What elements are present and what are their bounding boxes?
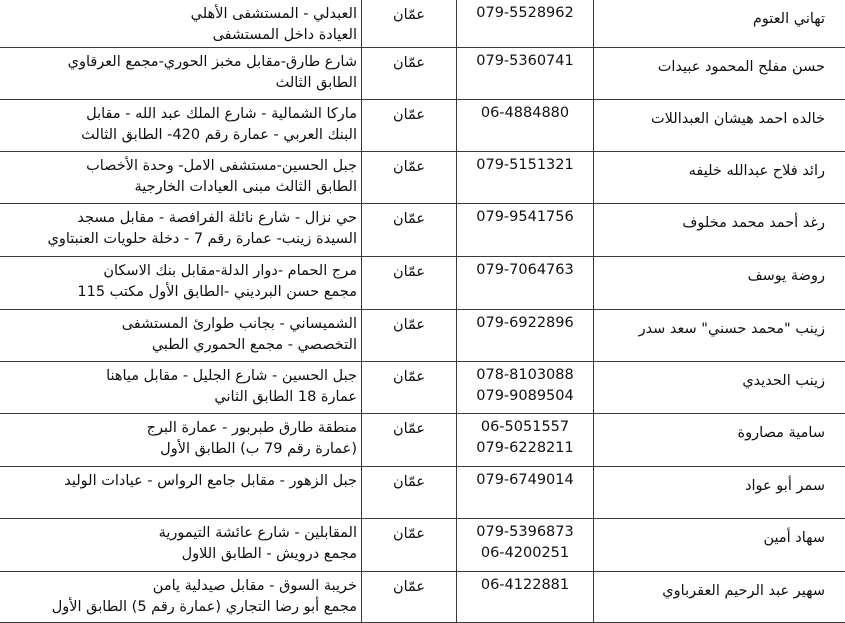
address-cell [0, 414, 362, 467]
address-line: مرج الحمام -دوار الدلة-مقابل بنك الاسكان [0, 261, 357, 282]
city-name: عمّان [362, 467, 456, 493]
phone-number: 079-9089504 [457, 386, 593, 407]
address-block [0, 467, 361, 492]
address-line: العيادة داخل المستشفى [0, 25, 357, 46]
person-name: روضة يوسف [594, 257, 845, 287]
address-line: العبدلي - المستشفى الأهلي [0, 4, 357, 25]
city-cell [362, 257, 457, 310]
address-block [0, 414, 361, 460]
phone-list [457, 204, 593, 228]
address-line: عمارة 18 الطابق الثاني [0, 387, 357, 408]
name-cell [594, 204, 845, 257]
address-cell [0, 362, 362, 414]
directory-row [0, 152, 845, 204]
city-name: عمّان [362, 257, 456, 283]
person-name: زينب الحديدي [594, 362, 845, 392]
city-name: عمّان [362, 0, 456, 26]
city-name: عمّان [362, 572, 456, 598]
phone-cell [457, 257, 594, 310]
phone-list [457, 0, 593, 24]
directory-row [0, 257, 845, 310]
phone-number: 06-4122881 [457, 575, 593, 596]
phone-cell [457, 152, 594, 204]
address-line: السيدة زينب- عمارة رقم 7 - دخلة حلويات العنبتاوي [0, 229, 357, 250]
phone-cell [457, 572, 594, 623]
address-line: جبل الزهور - مقابل جامع الرواس - عيادات الوليد [0, 471, 357, 492]
person-name: سامية مصاروة [594, 414, 845, 444]
city-cell [362, 204, 457, 257]
name-cell [594, 519, 845, 572]
address-line: المقابلين - شارع عائشة التيمورية [0, 523, 357, 544]
phone-list [457, 362, 593, 407]
name-cell [594, 467, 845, 519]
name-cell [594, 48, 845, 100]
person-name: خالده احمد هيشان العبداللات [594, 100, 845, 130]
address-cell [0, 152, 362, 204]
address-block [0, 310, 361, 356]
directory-row [0, 467, 845, 519]
city-cell [362, 152, 457, 204]
city-cell [362, 48, 457, 100]
address-block [0, 204, 361, 250]
person-name: تهاني العتوم [594, 0, 845, 30]
phone-number: 079-5396873 [457, 522, 593, 543]
address-line: الشميساني - بجانب طوارئ المستشفى [0, 314, 357, 335]
address-cell [0, 204, 362, 257]
phone-cell [457, 414, 594, 467]
directory-row [0, 362, 845, 414]
address-block [0, 48, 361, 94]
city-name: عمّان [362, 152, 456, 178]
address-line: البنك العربي - عمارة رقم 420- الطابق الثالث [0, 125, 357, 146]
address-line: (عمارة رقم 79 ب) الطابق الأول [0, 439, 357, 460]
name-cell [594, 414, 845, 467]
city-name: عمّان [362, 48, 456, 74]
phone-number: 078-8103088 [457, 365, 593, 386]
person-name: رائد فلاح عبدالله خليفه [594, 152, 845, 182]
phone-list [457, 310, 593, 334]
phone-cell [457, 100, 594, 152]
directory-row [0, 519, 845, 572]
address-cell [0, 572, 362, 623]
phone-list [457, 414, 593, 459]
address-cell [0, 467, 362, 519]
phone-number: 06-5051557 [457, 417, 593, 438]
phone-cell [457, 467, 594, 519]
address-line: منطقة طارق طبربور - عمارة البرج [0, 418, 357, 439]
directory-row [0, 204, 845, 257]
city-name: عمّان [362, 414, 456, 440]
city-cell [362, 362, 457, 414]
city-cell [362, 0, 457, 48]
phone-number: 079-5528962 [457, 3, 593, 24]
name-cell [594, 152, 845, 204]
phone-cell [457, 362, 594, 414]
address-block [0, 100, 361, 146]
city-cell [362, 414, 457, 467]
address-cell [0, 48, 362, 100]
address-block [0, 257, 361, 303]
name-cell [594, 572, 845, 623]
city-cell [362, 310, 457, 362]
address-block [0, 0, 361, 46]
address-line: مجمع حسن البرديني -الطابق الأول مكتب 115 [0, 282, 357, 303]
phone-cell [457, 0, 594, 48]
phone-number: 06-4200251 [457, 543, 593, 564]
directory-row [0, 100, 845, 152]
city-name: عمّان [362, 310, 456, 336]
phone-number: 06-4884880 [457, 103, 593, 124]
name-cell [594, 257, 845, 310]
address-line: التخصصي - مجمع الحموري الطبي [0, 335, 357, 356]
phone-list [457, 152, 593, 176]
person-name: زينب "محمد حسني" سعد سدر [594, 310, 845, 340]
address-cell [0, 310, 362, 362]
phone-cell [457, 519, 594, 572]
phone-cell [457, 48, 594, 100]
directory-row [0, 414, 845, 467]
phone-list [457, 572, 593, 596]
phone-list [457, 257, 593, 281]
directory-row [0, 572, 845, 623]
city-name: عمّان [362, 204, 456, 230]
directory-row [0, 0, 845, 48]
phone-number: 079-6228211 [457, 438, 593, 459]
person-name: سهير عبد الرحيم العقرباوي [594, 572, 845, 602]
address-line: الطابق الثالث مبنى العيادات الخارجية [0, 177, 357, 198]
city-cell [362, 572, 457, 623]
address-block [0, 519, 361, 565]
address-line: حي نزال - شارع نائلة الفرافصة - مقابل مسجد [0, 208, 357, 229]
city-cell [362, 467, 457, 519]
person-name: سهاد أمين [594, 519, 845, 549]
city-cell [362, 519, 457, 572]
name-cell [594, 0, 845, 48]
address-cell [0, 519, 362, 572]
phone-number: 079-5151321 [457, 155, 593, 176]
address-line: الطابق الثالث [0, 73, 357, 94]
phone-list [457, 48, 593, 72]
phone-list [457, 519, 593, 564]
phone-list [457, 100, 593, 124]
address-block [0, 572, 361, 618]
address-line: خريبة السوق - مقابل صيدلية يامن [0, 576, 357, 597]
address-line: مجمع درويش - الطابق اللاول [0, 544, 357, 565]
phone-cell [457, 204, 594, 257]
address-line: شارع طارق-مقابل مخبز الحوري-مجمع العرقاوي [0, 52, 357, 73]
address-block [0, 152, 361, 198]
city-cell [362, 100, 457, 152]
city-name: عمّان [362, 519, 456, 545]
phone-number: 079-7064763 [457, 260, 593, 281]
address-cell [0, 100, 362, 152]
city-name: عمّان [362, 100, 456, 126]
phone-number: 079-5360741 [457, 51, 593, 72]
address-cell [0, 257, 362, 310]
address-line: جبل الحسين - شارع الجليل - مقابل مياهنا [0, 366, 357, 387]
name-cell [594, 362, 845, 414]
name-cell [594, 310, 845, 362]
address-line: مجمع أبو رضا التجاري (عمارة رقم 5) الطابق الأول [0, 597, 357, 618]
phone-number: 079-9541756 [457, 207, 593, 228]
directory-row [0, 310, 845, 362]
phone-number: 079-6749014 [457, 470, 593, 491]
person-name: سمر أبو عواد [594, 467, 845, 497]
person-name: رغد أحمد محمد مخلوف [594, 204, 845, 234]
phone-cell [457, 310, 594, 362]
phone-number: 079-6922896 [457, 313, 593, 334]
address-cell [0, 0, 362, 48]
name-cell [594, 100, 845, 152]
person-name: حسن مفلح المحمود عبيدات [594, 48, 845, 78]
address-line: جبل الحسين-مستشفى الامل- وحدة الأخصاب [0, 156, 357, 177]
address-block [0, 362, 361, 408]
phone-list [457, 467, 593, 491]
city-name: عمّان [362, 362, 456, 388]
address-line: ماركا الشمالية - شارع الملك عبد الله - مقابل [0, 104, 357, 125]
directory-row [0, 48, 845, 100]
